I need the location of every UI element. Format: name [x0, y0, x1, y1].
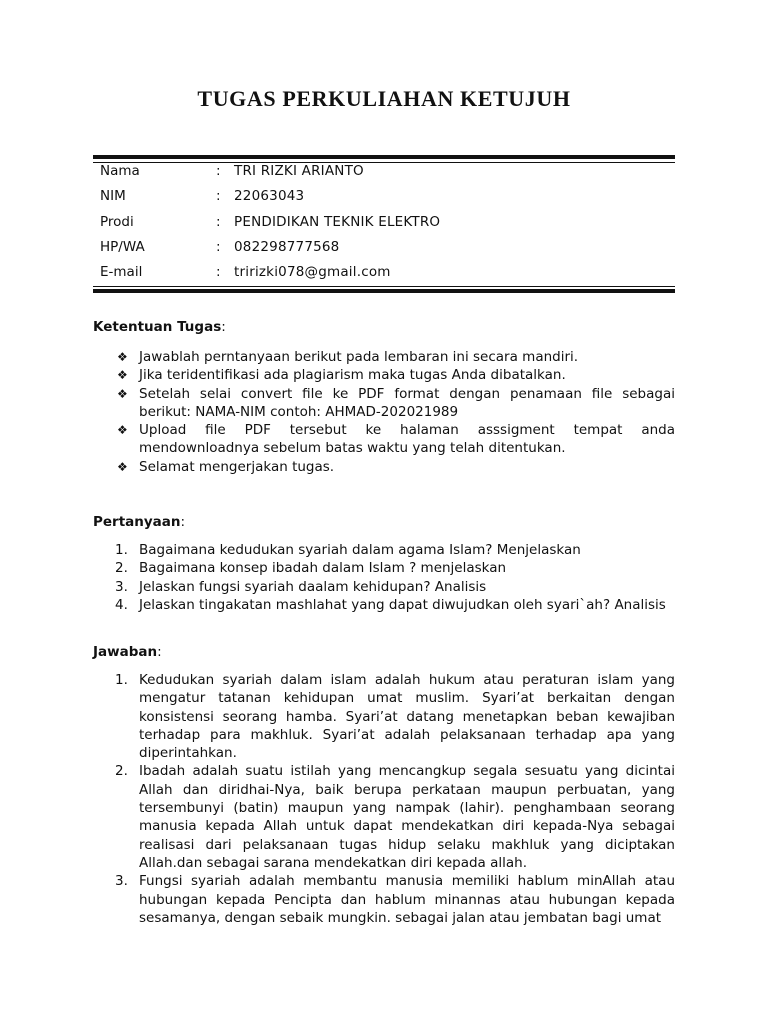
info-row-email	[100, 260, 660, 285]
ketentuan-heading-colon: :	[221, 319, 226, 335]
info-colon: :	[216, 163, 221, 179]
list-item-text: Upload file PDF tersebut ke halaman asssigment tempat anda mendownloadnya sebelum batas waktu yang telah ditentukan.	[139, 422, 675, 457]
answer-item	[93, 671, 675, 762]
question-number: 3.	[115, 578, 128, 595]
question-text: Bagaimana konsep ibadah dalam Islam ? menjelaskan	[139, 560, 507, 577]
ketentuan-heading-text: Ketentuan Tugas	[93, 319, 222, 335]
info-colon: :	[216, 264, 221, 281]
info-label: NIM	[100, 188, 126, 205]
pertanyaan-list	[93, 541, 675, 614]
diamond-bullet-icon: ❖	[117, 350, 128, 364]
info-value: 22063043	[234, 188, 305, 205]
answer-text: Ibadah adalah suatu istilah yang mencangkup segala sesuatu yang dicintai Allah dan diridhai-Nya, baik berupa perkataan maupun perbuatan, yang tersembunyi (batin) maupun yang nampak (lahir). penghambaan seorang manusia kepada Allah untuk dapat mendekatkan diri kepada-Nya sebagai realisasi dari pelaksanaan tugas hidup selaku makhluk yang diciptakan Allah.dan sebagai sarana mendekatkan diri kepada allah.	[139, 763, 675, 871]
info-colon: :	[216, 238, 221, 255]
info-value: PENDIDIKAN TEKNIK ELEKTRO	[234, 213, 441, 230]
question-number: 4.	[115, 596, 128, 613]
info-label: Nama	[100, 163, 140, 179]
info-row-hp-wa	[100, 235, 660, 260]
jawaban-heading	[93, 644, 162, 660]
list-item	[93, 421, 675, 458]
header-rule-bottom-thick	[93, 289, 675, 293]
question-item	[93, 596, 675, 614]
question-text: Bagaimana kedudukan syariah dalam agama Islam? Menjelaskan	[139, 542, 581, 558]
question-number: 1.	[115, 542, 128, 558]
info-value: 082298777568	[234, 238, 340, 255]
document-title: TUGAS PERKULIAHAN KETUJUH	[197, 86, 571, 111]
info-row-prodi	[100, 210, 660, 235]
list-item	[93, 458, 675, 476]
info-label: HP/WA	[100, 238, 145, 255]
ketentuan-heading	[93, 319, 226, 335]
info-row-nim	[100, 184, 660, 209]
list-item	[93, 385, 675, 422]
answer-number: 1.	[115, 672, 128, 688]
question-item	[93, 541, 675, 559]
answer-text: Kedudukan syariah dalam islam adalah hukum atau peraturan islam yang mengatur tatanan kehidupan umat muslim. Syari’at berkaitan dengan konsistensi seorang hamba. Syari’at datang menetapkan beban kewajiban terhadap para makhluk. Syari’at adalah pelaksanaan terhadap apa yang diperintahkan.	[139, 672, 675, 762]
list-item-text: Jawablah perntanyaan berikut pada lembaran ini secara mandiri.	[139, 349, 579, 365]
list-item-text: Selamat mengerjakan tugas.	[139, 458, 335, 475]
answer-text: Fungsi syariah adalah membantu manusia memiliki hablum minAllah atau hubungan kepada Pencipta dan hablum minannas atau hubungan kepada sesamanya, dengan sebaik mungkin. sebagai jalan atau jembatan bagi umat	[139, 873, 675, 926]
answer-number: 3.	[115, 873, 128, 890]
question-number: 2.	[115, 560, 128, 577]
question-item	[93, 578, 675, 596]
diamond-bullet-icon: ❖	[117, 423, 128, 438]
info-value: tririzki078@gmail.com	[234, 264, 391, 281]
header-rule-bottom-thin	[93, 286, 675, 287]
question-text: Jelaskan fungsi syariah daalam kehidupan? Analisis	[139, 578, 487, 595]
info-row-nama	[100, 159, 660, 184]
info-colon: :	[216, 213, 221, 230]
info-value: TRI RIZKI ARIANTO	[234, 163, 364, 179]
info-colon: :	[216, 188, 221, 205]
list-item-text: Setelah selai convert file ke PDF format dengan penamaan file sebagai berikut: NAMA-NIM contoh: AHMAD-202021989	[139, 385, 675, 420]
diamond-bullet-icon: ❖	[117, 386, 128, 401]
list-item	[93, 348, 675, 366]
diamond-bullet-icon: ❖	[117, 368, 128, 383]
diamond-bullet-icon: ❖	[117, 459, 128, 474]
jawaban-heading-text: Jawaban	[93, 644, 158, 660]
ketentuan-list	[93, 348, 675, 476]
answer-item	[93, 872, 675, 927]
answer-number: 2.	[115, 763, 128, 780]
info-label: Prodi	[100, 213, 134, 230]
question-item	[93, 559, 675, 577]
info-label: E-mail	[100, 264, 143, 281]
pertanyaan-heading-text: Pertanyaan	[93, 514, 181, 530]
list-item	[93, 366, 675, 384]
pertanyaan-heading	[93, 514, 185, 530]
jawaban-list	[93, 671, 675, 927]
list-item-text: Jika teridentifikasi ada plagiarism maka tugas Anda dibatalkan.	[139, 367, 566, 384]
answer-item	[93, 762, 675, 872]
pertanyaan-heading-colon: :	[180, 514, 186, 530]
student-info-table	[100, 159, 660, 285]
question-text: Jelaskan tingakatan mashlahat yang dapat diwujudkan oleh syari`ah? Analisis	[139, 596, 666, 613]
jawaban-heading-colon: :	[157, 644, 162, 660]
